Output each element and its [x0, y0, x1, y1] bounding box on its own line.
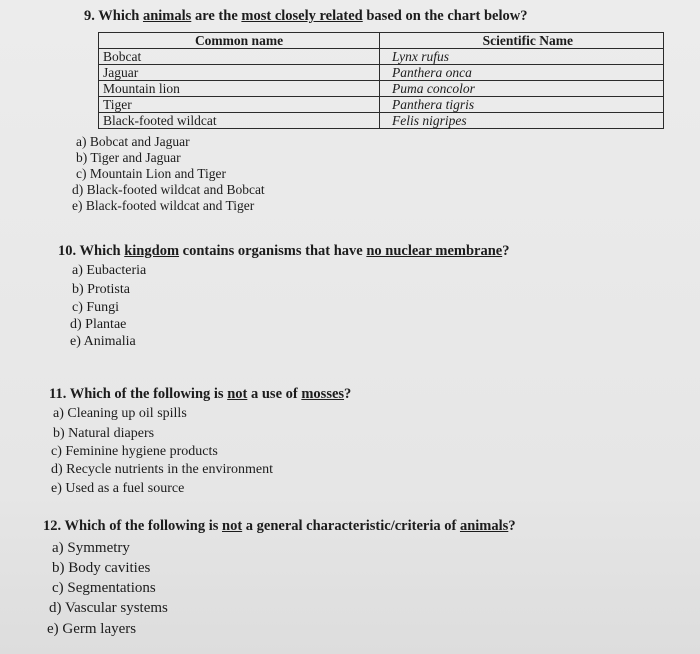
- answer-option[interactable]: e) Animalia: [70, 334, 136, 349]
- common-name-cell: Tiger: [99, 97, 380, 113]
- question-text: a general characteristic/criteria of: [242, 518, 460, 534]
- question-11: [49, 386, 351, 403]
- question-text: Which: [79, 243, 125, 259]
- scientific-name-cell: Panthera onca: [380, 65, 664, 81]
- question-number: 12.: [43, 518, 62, 534]
- common-name-cell: Jaguar: [99, 65, 380, 81]
- question-text: ?: [502, 243, 510, 259]
- question-text: a use of: [247, 386, 302, 402]
- question-text: contains organisms that have: [179, 243, 367, 259]
- question-underlined-term: kingdom: [124, 243, 180, 259]
- table-row: [99, 97, 664, 113]
- scientific-name-cell: Panthera tigris: [380, 97, 664, 113]
- answer-option[interactable]: e) Used as a fuel source: [51, 481, 185, 496]
- question-12: [43, 518, 516, 535]
- scientific-name-cell: Lynx rufus: [380, 49, 664, 65]
- question-10: [58, 243, 509, 260]
- answer-option[interactable]: d) Plantae: [70, 317, 127, 332]
- scientific-name-cell: Felis nigripes: [380, 113, 664, 129]
- answer-option[interactable]: a) Bobcat and Jaguar: [76, 134, 190, 149]
- answer-option[interactable]: a) Eubacteria: [72, 263, 147, 278]
- question-text: ?: [508, 518, 516, 534]
- question-9: [84, 8, 527, 25]
- table-row: [99, 81, 664, 97]
- common-name-cell: Black-footed wildcat: [99, 113, 380, 129]
- answer-option[interactable]: b) Tiger and Jaguar: [76, 150, 181, 165]
- question-underlined-term: animals: [459, 518, 509, 534]
- question-underlined-term: no nuclear membrane: [366, 243, 503, 259]
- question-text: Which: [98, 8, 143, 24]
- scientific-name-cell: Puma concolor: [380, 81, 664, 97]
- answer-option[interactable]: c) Fungi: [72, 300, 120, 315]
- column-header-common: Common name: [99, 33, 380, 49]
- answer-option[interactable]: d) Vascular systems: [49, 600, 168, 616]
- question-text: based on the chart below?: [362, 8, 528, 24]
- common-name-cell: Bobcat: [99, 49, 380, 65]
- answer-option[interactable]: a) Symmetry: [52, 540, 130, 556]
- question-text: Which of the following is: [69, 386, 228, 402]
- question-text: are the: [191, 8, 242, 24]
- table-row: [99, 65, 664, 81]
- answer-option[interactable]: e) Germ layers: [47, 621, 137, 637]
- table-header-row: [99, 33, 664, 49]
- question-underlined-term: not: [227, 386, 248, 402]
- column-header-scientific: Scientific Name: [380, 33, 664, 49]
- question-underlined-term: not: [222, 518, 243, 534]
- question-number: 9.: [84, 8, 95, 24]
- table-row: [99, 113, 664, 129]
- question-number: 11.: [49, 386, 67, 402]
- table-row: [99, 49, 664, 65]
- answer-option[interactable]: d) Recycle nutrients in the environment: [51, 462, 273, 477]
- question-number: 10.: [58, 243, 77, 259]
- answer-option[interactable]: c) Feminine hygiene products: [51, 444, 218, 459]
- answer-option[interactable]: c) Mountain Lion and Tiger: [76, 166, 226, 181]
- question-underlined-term: animals: [142, 8, 192, 24]
- question-underlined-term: most closely related: [241, 8, 363, 24]
- species-table: [98, 32, 664, 129]
- answer-option[interactable]: b) Natural diapers: [53, 426, 155, 441]
- question-underlined-term: mosses: [301, 386, 345, 402]
- answer-option[interactable]: e) Black-footed wildcat and Tiger: [72, 198, 255, 213]
- answer-option[interactable]: a) Cleaning up oil spills: [53, 406, 187, 421]
- answer-option[interactable]: d) Black-footed wildcat and Bobcat: [72, 182, 265, 197]
- answer-option[interactable]: b) Body cavities: [52, 560, 151, 576]
- answer-option[interactable]: c) Segmentations: [52, 580, 156, 596]
- question-text: Which of the following is: [64, 518, 222, 534]
- question-text: ?: [344, 386, 352, 402]
- answer-option[interactable]: b) Protista: [72, 282, 130, 297]
- common-name-cell: Mountain lion: [99, 81, 380, 97]
